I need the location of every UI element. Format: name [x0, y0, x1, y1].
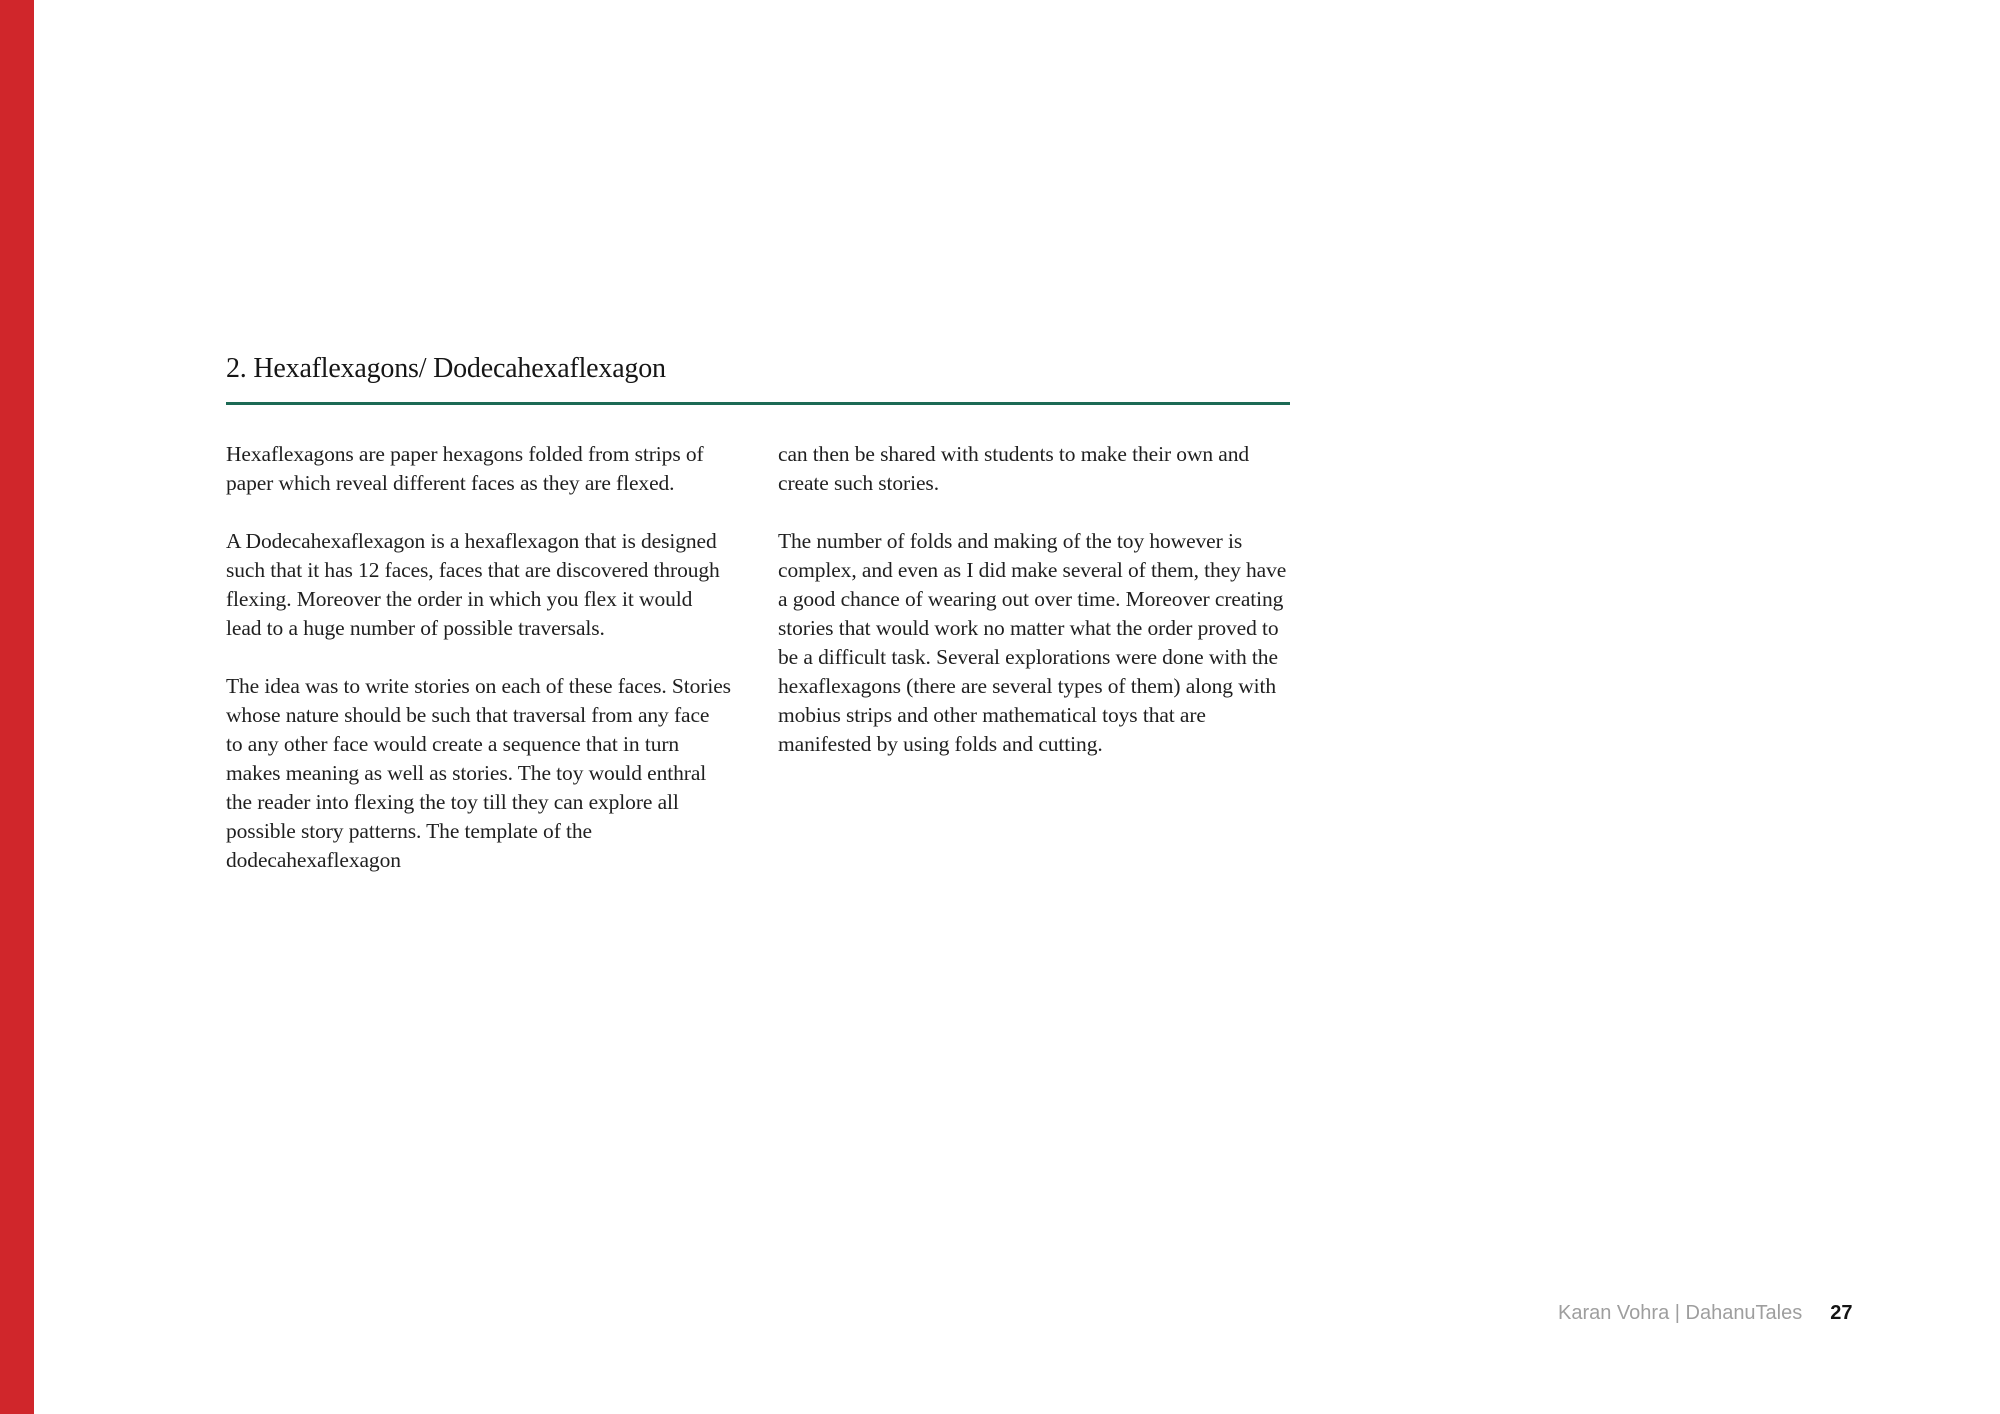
page-number: 27 — [1830, 1302, 1853, 1324]
section-heading: 2. Hexaflexagons/ Dodecahexaflexagon — [226, 353, 666, 384]
body-column-right — [778, 440, 1290, 904]
heading-block — [226, 352, 1290, 413]
body-paragraph: A Dodecahexaflexagon is a hexaflexagon that is designed such that it has 12 faces, faces that are discovered through flexing. Moreover the order in which you flex it would lead to a huge number of possible traversals. — [226, 529, 720, 640]
heading-rule — [226, 402, 1290, 405]
body-columns — [226, 440, 1290, 904]
left-accent-bar — [0, 0, 34, 1414]
body-paragraph: can then be shared with students to make their own and create such stories. — [778, 442, 1250, 495]
footer-credit: Karan Vohra | DahanuTales — [1558, 1302, 1803, 1324]
body-paragraph: The idea was to write stories on each of these faces. Stories whose nature should be such that traversal from any face to any other face would create a sequence that in turn makes meaning as well as stories. The toy would enthral the reader into flexing the toy till they can explore all possible story patterns. The template of the dodecahexaflexagon — [226, 674, 731, 872]
body-column-left — [226, 440, 731, 904]
body-paragraph: Hexaflexagons are paper hexagons folded from strips of paper which reveal different faces as they are flexed. — [226, 442, 704, 495]
body-paragraph: The number of folds and making of the toy however is complex, and even as I did make several of them, they have a good chance of wearing out over time. Moreover creating stories that would work no matter what the order proved to be a difficult task. Several explorations were done with the hexaflexagons (there are several types of them) along with mobius strips and other mathematical toys that are manifested by using folds and cutting. — [778, 529, 1287, 756]
page-footer — [1558, 1301, 1853, 1325]
